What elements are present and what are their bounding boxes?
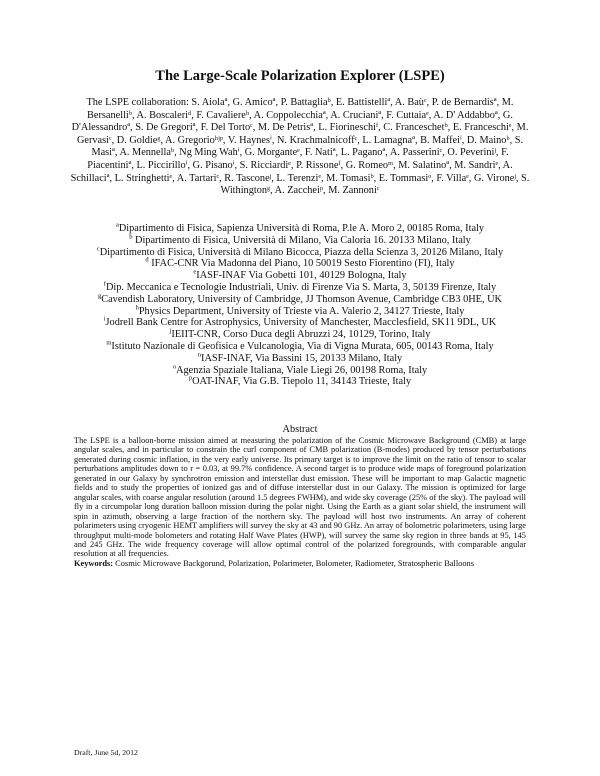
affiliation-item: $^c$Dipartimento di Fisica, Università di Milano Bicocca, Piazza della Scienza 3, 20126 Milano, Italy bbox=[96, 245, 504, 258]
keywords-label: Keywords: bbox=[74, 559, 114, 568]
affiliation-item: $^o$Agenzia Spaziale Italiana, Viale Liegi 26, 00198 Roma, Italy bbox=[172, 363, 428, 376]
affiliation-item: $^p$OAT-INAF, Via G.B. Tiepolo 11, 34143 Trieste, Italy bbox=[188, 374, 412, 388]
affiliation-item: $^n$IASF-INAF, Via Bassini 15, 20133 Milano, Italy bbox=[197, 351, 403, 364]
draft-date-footer: Draft, June 5d, 2012 bbox=[74, 748, 138, 757]
affiliation-item: $^f$Dip. Meccanica e Tecnologie Industriali, Univ. di Firenze Via S. Marta, 3, 50139 Firenze, Italy bbox=[103, 280, 497, 293]
affiliation-item: $^h$Physics Department, University of Trieste via A. Valerio 2, 34127 Trieste, Italy bbox=[135, 304, 465, 317]
affiliation-item: $^g$Cavendish Laboratory, University of Cambridge, JJ Thomson Avenue, Cambridge CB3 0HE, UK bbox=[97, 292, 502, 305]
affiliation-item: $^m$Istituto Nazionale di Geofisica e Vulcanologia, Via di Vigna Murata, 605, 00143 Roma, Italy bbox=[106, 339, 494, 352]
affiliation-item: $^a$Dipartimento di Fisica, Sapienza Università di Roma, P.le A. Moro 2, 00185 Roma, Italy bbox=[115, 221, 485, 234]
author-list: The LSPE collaboration: S. Aiolaª, G. Amicoª, P. Battagliaᵇ, E. Battistelliª, A. Baùᶜ, P. de Bernardisª, M. Bersanelliᵇ, A. Boscaleriᵈ, F. Cavaliereᵇ, A. Coppolecchiaª, A. Crucianiª, F. Cuttaiaᵉ, A. D' Addabboª, G. D'Alessandroª, S. De Gregoriª, F. Del Tortoᶜ, M. De Petrisª, L. Fiorineschiᶠ, C. Franceschetᵇ, E. Franceschiᵉ, M. Gervasiᶜ, D. Goldieᵍ, A. Gregorioʰʲᵖ, V. Haynesⁱ, N. Krachmalnicoffᶜ, L. Lamagnaª, B. Maffeiⁱ, D. Mainoᵇ, S. Masiª, A. Mennellaᵇ, Ng Ming Wahⁱ, G. Morganteᵉ, F. Natiª, L. Paganoª, A. Passeriniᶜ, O. Peveriniʲ, F. Piacentiniª, L. Piccirilloⁱ, G. Pisanoⁱ, S. Ricciardiᵉ, P. Rissoneᶠ, G. Romeoᵐ, M. Salatinoª, M. Sandriᵉ, A. Schillaciª, L. Stringhettiᵉ, A. Tartariᶜ, R. Tasconeʲ, L. Terenziᵉ, M. Tomasiᵇ, E. Tommasiᵒ, F. Villaᵉ, G. Vironeʲ, S. Withingtonᵍ, A. Zaccheiᵖ, M. Zannoniᶜ bbox=[70, 97, 530, 197]
affiliation-item: $^b$ Dipartimento di Fisica, Università di Milano, Via Caloria 16. 20133 Milano, Italy bbox=[129, 233, 471, 246]
paper-title: The Large-Scale Polarization Explorer (LSPE) bbox=[155, 68, 445, 84]
affiliation-item: $^i$Jodrell Bank Centre for Astrophysics, University of Manchester, Macclesfield, SK11 9DL, UK bbox=[103, 315, 497, 329]
affiliation-list bbox=[40, 223, 560, 388]
affiliation-item: $^e$IASF-INAF Via Gobetti 101, 40129 Bologna, Italy bbox=[193, 268, 407, 282]
keywords-text: Cosmic Microwave Backgorund, Polarization, Polarimeter, Bolometer, Radiometer, Stratospheric Balloons bbox=[113, 559, 474, 568]
abstract-heading: Abstract bbox=[282, 424, 318, 435]
affiliation-item: $^d$ IFAC-CNR Via Madonna del Piano, 10 50019 Sesto Fiorentino (FI), Italy bbox=[145, 256, 455, 270]
affiliation-item: $^j$IEIIT-CNR, Corso Duca degli Abruzzi 24, 10129, Torino, Italy bbox=[169, 327, 431, 341]
abstract-body: The LSPE is a balloon-borne mission aimed at measuring the polarization of the Cosmic Microwave Background (CMB) at large angular scales, and in particular to constrain the curl component of CMB polarization (B-modes) produced by tensor perturbations generated during cosmic inflation, in the very early universe. Its primary target is to improve the limit on the ratio of tensor to scalar perturbations amplitudes down to r = 0.03, at 99.7% confidence. A second target is to produce wide maps of foreground polarization generated in our Galaxy by synchrotron emission and interstellar dust emission. These will be important to map Galactic magnetic fields and to study the properties of ionized gas and of diffuse interstellar dust in our Galaxy. The mission is optimized for large angular scales, with coarse angular resolution (around 1.5 degrees FWHM), and wide sky coverage (25% of the sky). The payload will fly in a circumpolar long duration balloon mission during the polar night. Using the Earth as a giant solar shield, the instrument will spin in azimuth, observing a large fraction of the northern sky. The payload will host two instruments. An array of coherent polarimeters using cryogenic HEMT amplifiers will survey the sky at 43 and 90 GHz. An array of bolometric polarimeters, using large throughput multi-mode bolometers and rotating Half Wave Plates (HWP), will survey the same sky region in three bands at 95, 145 and 245 GHz. The wide frequency coverage will allow optimal control of the polarized foregrounds, with comparable angular resolution at all frequencies. bbox=[74, 436, 526, 559]
keywords-line bbox=[74, 559, 534, 568]
